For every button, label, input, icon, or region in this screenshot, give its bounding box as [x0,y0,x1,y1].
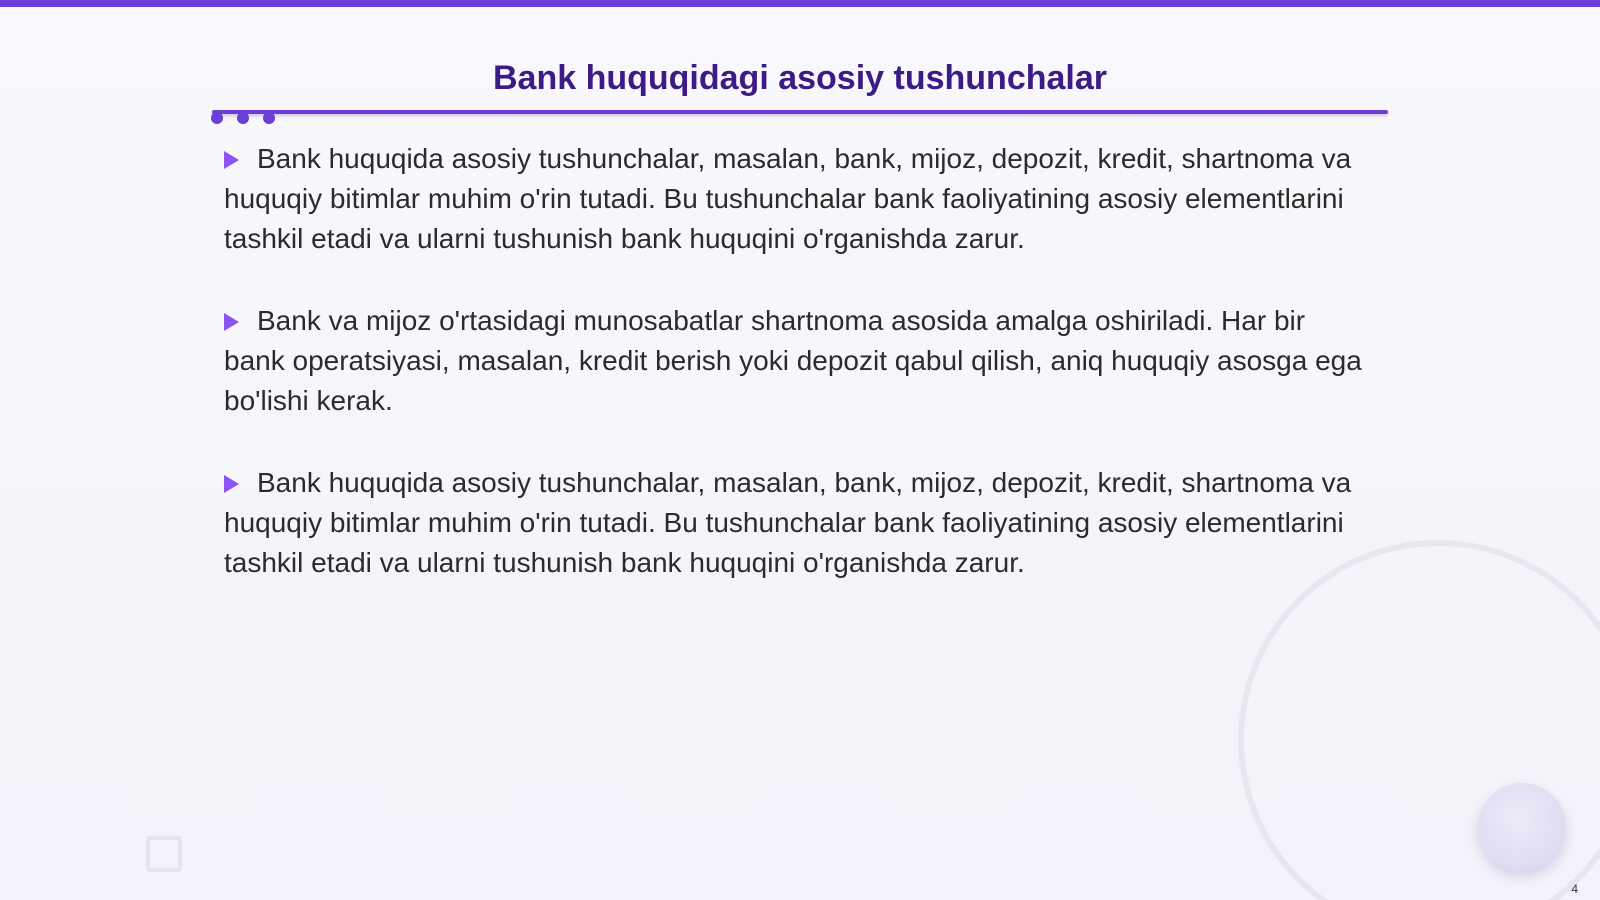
bullet-item-1 [224,139,1364,259]
bullet-item-2 [224,301,1364,421]
bullet-text: Bank va mijoz o'rtasidagi munosabatlar shartnoma asosida amalga oshiriladi. Har bir bank operatsiyasi, masalan, kredit berish yoki depozit qabul qilish, aniq huquqiy asosga ega bo'lishi kerak. [224,305,1362,416]
triangle-right-icon [224,475,239,493]
triangle-right-icon [224,313,239,331]
bullet-text: Bank huquqida asosiy tushunchalar, masalan, bank, mijoz, depozit, kredit, shartnoma va huquqiy bitimlar muhim o'rin tutadi. Bu tushunchalar bank faoliyatining asosiy elementlarini tashkil etadi va ularni tushunish bank huquqini o'rganishda zarur. [224,467,1352,578]
page-number: 4 [1571,882,1578,896]
bullet-list [224,139,1364,625]
underline-dot-1 [211,112,223,124]
underline-dot-2 [237,112,249,124]
top-accent-bar [0,0,1600,7]
decorative-circle [1478,783,1566,871]
triangle-right-icon [224,151,239,169]
title-underline [212,110,1388,114]
bullet-text: Bank huquqida asosiy tushunchalar, masalan, bank, mijoz, depozit, kredit, shartnoma va huquqiy bitimlar muhim o'rin tutadi. Bu tushunchalar bank faoliyatining asosiy elementlarini tashkil etadi va ularni tushunish bank huquqini o'rganishda zarur. [224,143,1352,254]
slide-title: Bank huquqidagi asosiy tushunchalar [493,59,1107,97]
underline-dot-3 [263,112,275,124]
bullet-item-3 [224,463,1364,583]
decorative-square [146,836,182,872]
